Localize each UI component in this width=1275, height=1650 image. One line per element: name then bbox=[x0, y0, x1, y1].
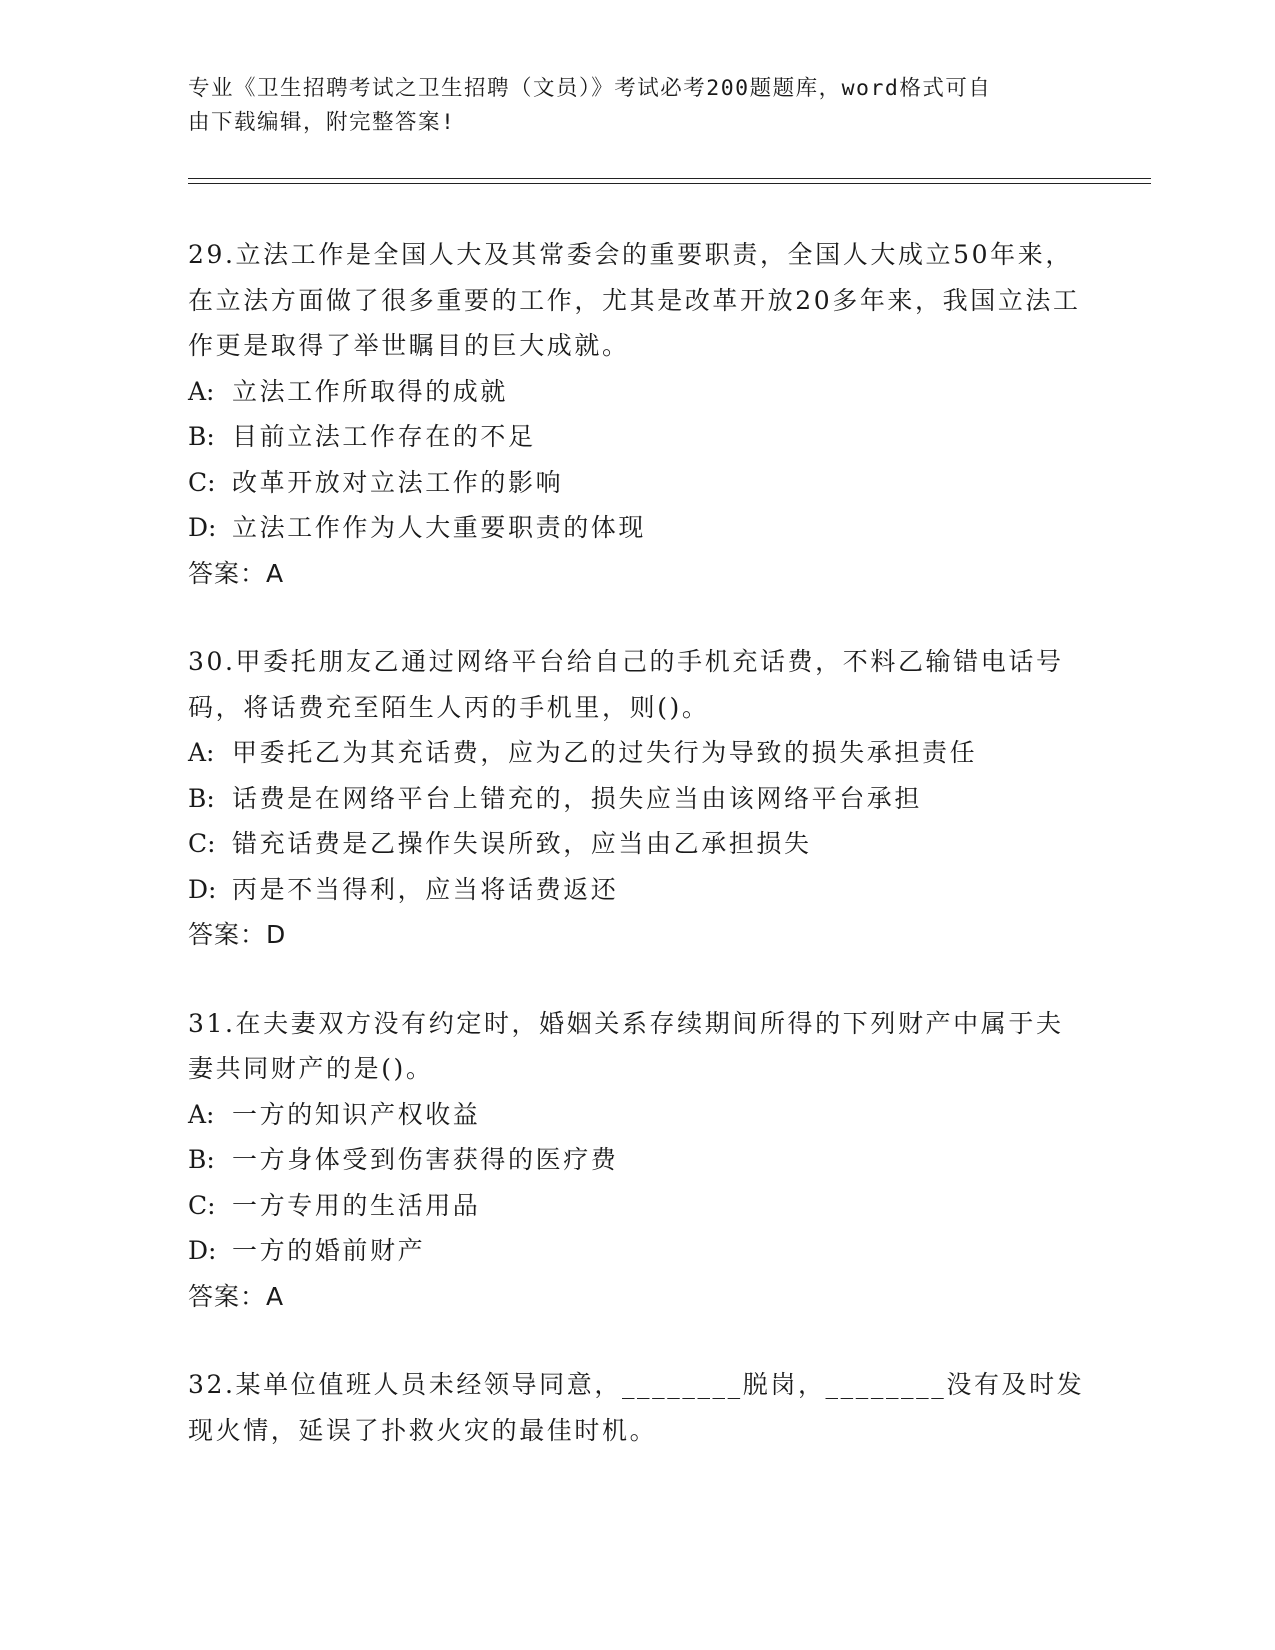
question-32 bbox=[188, 1362, 1088, 1453]
option-a bbox=[188, 730, 1088, 776]
option-a bbox=[188, 1092, 1088, 1138]
option-c bbox=[188, 821, 1088, 867]
option-d bbox=[188, 505, 1088, 551]
question-stem: 32.某单位值班人员未经领导同意，________脱岗，________没有及时发现火情，延误了扑救火灾的最佳时机。 bbox=[188, 1370, 1085, 1445]
document-header bbox=[188, 72, 1068, 140]
option-letter: B: bbox=[188, 422, 215, 451]
option-letter: D: bbox=[188, 1236, 217, 1265]
option-text: 丙是不当得利，应当将话费返还 bbox=[232, 874, 619, 904]
option-letter: D: bbox=[188, 513, 217, 542]
option-a bbox=[188, 369, 1088, 415]
header-rule-top bbox=[188, 178, 1151, 179]
header-line-2: 由下载编辑，附完整答案! bbox=[188, 110, 456, 135]
header-rule-bottom bbox=[188, 183, 1151, 184]
option-letter: A: bbox=[188, 1099, 215, 1129]
option-text: 错充话费是乙操作失误所致，应当由乙承担损失 bbox=[232, 829, 812, 858]
option-b bbox=[188, 414, 1088, 460]
question-30 bbox=[188, 639, 1088, 958]
option-d bbox=[188, 1228, 1088, 1274]
option-text: 一方身体受到伤害获得的医疗费 bbox=[232, 1145, 619, 1174]
answer-line: 答案：A bbox=[188, 558, 285, 588]
option-text: 话费是在网络平台上错充的，损失应当由该网络平台承担 bbox=[232, 783, 923, 813]
question-stem: 29.立法工作是全国人大及其常委会的重要职责，全国人大成立50年来，在立法方面做了很多重要的工作，尤其是改革开放20多年来，我国立法工作更是取得了举世瞩目的巨大成就。 bbox=[188, 240, 1081, 360]
header-line-1: 专业《卫生招聘考试之卫生招聘（文员）》考试必考200题题库，word格式可自 bbox=[188, 76, 992, 101]
option-letter: A: bbox=[188, 376, 215, 406]
option-text: 甲委托乙为其充话费，应为乙的过失行为导致的损失承担责任 bbox=[232, 738, 978, 767]
option-letter: D: bbox=[188, 874, 217, 904]
answer-line: 答案：D bbox=[188, 920, 287, 949]
option-b bbox=[188, 776, 1088, 822]
question-stem: 30.甲委托朋友乙通过网络平台给自己的手机充话费，不料乙输错电话号码，将话费充至陌生人丙的手机里，则()。 bbox=[188, 647, 1064, 722]
option-text: 改革开放对立法工作的影响 bbox=[232, 467, 564, 497]
option-letter: C: bbox=[188, 1190, 216, 1220]
option-text: 一方的知识产权收益 bbox=[232, 1099, 481, 1129]
option-d bbox=[188, 867, 1088, 913]
option-text: 一方专用的生活用品 bbox=[232, 1190, 481, 1220]
option-letter: B: bbox=[188, 783, 215, 813]
question-list bbox=[188, 232, 1088, 1496]
option-c bbox=[188, 1183, 1088, 1229]
question-31 bbox=[188, 1001, 1088, 1320]
option-letter: B: bbox=[188, 1145, 215, 1174]
option-text: 目前立法工作存在的不足 bbox=[232, 422, 536, 451]
option-b bbox=[188, 1137, 1088, 1183]
option-letter: C: bbox=[188, 829, 216, 858]
question-stem: 31.在夫妻双方没有约定时，婚姻关系存续期间所得的下列财产中属于夫妻共同财产的是()。 bbox=[188, 1008, 1064, 1083]
option-letter: A: bbox=[188, 738, 215, 767]
option-letter: C: bbox=[188, 467, 216, 497]
option-text: 立法工作作为人大重要职责的体现 bbox=[232, 513, 647, 542]
option-text: 立法工作所取得的成就 bbox=[232, 376, 509, 406]
option-text: 一方的婚前财产 bbox=[232, 1236, 426, 1265]
question-29 bbox=[188, 232, 1088, 596]
answer-line: 答案：A bbox=[188, 1281, 285, 1311]
option-c bbox=[188, 460, 1088, 506]
